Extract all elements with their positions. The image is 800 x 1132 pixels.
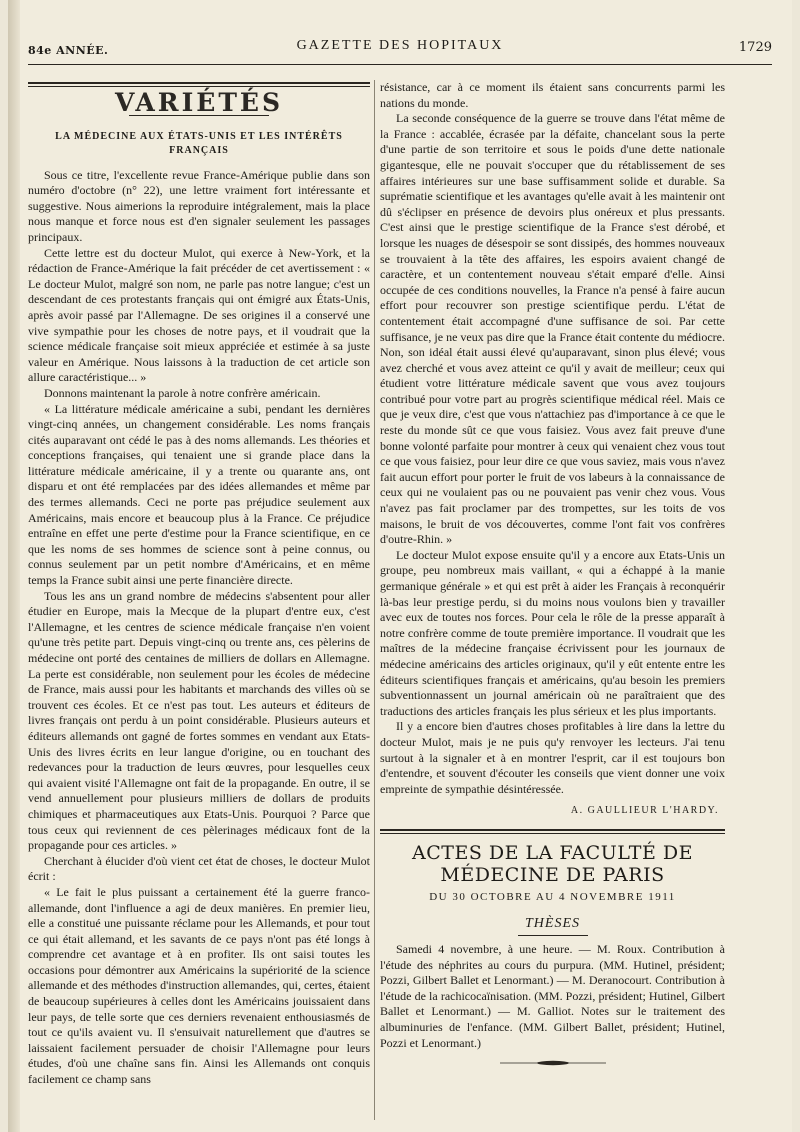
end-ornament <box>380 1057 725 1073</box>
theses-heading: THÈSES <box>525 915 580 931</box>
actes-top-rule <box>380 829 725 834</box>
paragraph: résistance, car à ce moment ils étaient sans concurrents parmi les nations du monde. <box>380 80 725 110</box>
paragraph: « La littérature médicale américaine a subi, pendant les dernières vingt-cinq années, un changement considérable. Les noms français cités auparavant ont cédé le pas à des noms allemands. Les théories et conceptions françaises, qui tenaient une si grande place dans la littérature médicale américaine, il y a trente ou quarante ans, ont disparu et ont été remplacées par des idées allemandes et même par des termes allemands. Ceci ne porte pas préjudice seulement aux Américains, mais encore et beaucoup plus à la France. Ce préjudice entraîne en effet une perte d'estime pour la France scientifique, en ce que les noms de ses hommes de science sont à peine connus, ou connus seulement par un petit nombre d'Américains, et en même temps la France subit ainsi une perte financière directe. <box>28 401 370 588</box>
paragraph: Sous ce titre, l'excellente revue France-Amérique publie dans son numéro d'octobre (n° 22), une lettre vraiment fort intéressante et suggestive. Nous aimerions la reproduire intégralement, mais la place nous manque et force nous est d'en signaler seulement les passages principaux. <box>28 167 370 244</box>
paragraph: Il y a encore bien d'autres choses profitables à lire dans la lettre du docteur Mulot, mais je ne puis qu'y renvoyer les lecteurs. J'ai tenu surtout à la signaler et à en montrer l'esprit, car il est toujours bon d'entendre, et souvent d'écouter les conseils que vient donner une voix empreinte de sympathie désintéressée. <box>380 719 725 796</box>
paragraph: « Le fait le plus puissant a certainement été la guerre franco-allemande, dont l'influence a agi de deux manières. En premier lieu, elle a constitué une puissante réclame pour les Allemands, et pour tout ce qui était allemand, et les savants de ce pays n'ont pas été longs à comprendre cet avantage et à en profiter. Ils ont saisi toutes les occasions pour démontrer aux Américains la supériorité de la science allemande et des méthodes d'instruction allemandes, qui, certes, étaient de beaucoup supérieures à celles dont les Américains jouissaient dans leur pays, de telle sorte que ces derniers revenaient enthousiasmés de tout ce qu'ils avaient vu. Il s'ensuivait naturellement que d'autres se laissaient facilement persuader de choisir l'Allemagne pour leurs études, d'où une chaîne sans fin. Ainsi les Allemands ont conquis facilement ce champ sans <box>28 884 370 1087</box>
right-column <box>380 80 725 1073</box>
running-head <box>28 38 772 60</box>
article-title-line1: LA MÉDECINE AUX ÉTATS-UNIS ET LES INTÉRÊTS <box>55 130 343 142</box>
actes-title: ACTES DE LA FACULTÉ DE MÉDECINE DE PARIS <box>412 841 693 886</box>
journal-page <box>8 0 792 1132</box>
actes-date: DU 30 OCTOBRE AU 4 NOVEMBRE 1911 <box>429 890 676 903</box>
page-binding-shadow <box>8 0 20 1132</box>
paragraph: Donnons maintenant la parole à notre confrère américain. <box>44 385 321 400</box>
paragraph: La seconde conséquence de la guerre se trouve dans l'état même de la France : accablée, écrasée par la défaite, chancelant sous la perte d'une partie de son territoire et sous le poids d'une dette nationale gigantesque, elle ne pouvait s'occuper que du rétablissement de ses affaires intérieures sur une base suffisamment solide et durable. Sa suprématie scientifique et les avantages qu'elle avait à les maintenir ont dû s'éclipser en présence de devoirs plus onéreux et plus pressants. C'est ainsi que le prestige scientifique de la France s'est dérobé, et lorsque les nuages de désespoir se sont dissipés, des hommes nouveaux se trouvaient à la tête des affaires, les espoirs avaient changé de caractère, et un contentement nouveau s'était emparé d'elle. Ainsi occupée de ces conditions nouvelles, la France n'a pensé à faire aucun effort pour recouvrer son prestige scientifique perdu. L'état de contentement était accompagné d'une suffisance de soi. Par cette suffisance, je ne veux pas dire que la France était contente du médiocre. Non, son idéal était aussi élevé qu'auparavant, sinon plus élevé; vous avez cherché et vous avez atteint ce qu'il y avait de meilleur; ceux qui étudient votre littérature médicale savent que vous avez toujours contribué pour votre part au progrès scientifique médical réel. Mais ce que je veux dire, c'est que vous n'attachiez pas d'importance à ce que le reste du monde sût ce que vous faisiez. Vous avez fait preuve d'une bonne volonté parfaite pour montrer à ceux qui venaient chez vous tout ce que vous faisiez, pour leur dire ce que vous saviez, mais vous n'avez fait aucun effort pour porter le fruit de vos labeurs à la connaissance de ceux qui ne voulaient pas ou ne pouvaient pas venir chez vous. Vous n'avez pas fait proclamer par des trompettes, sur les toits de vos maisons, le bruit de vos découvertes, comme l'ont fait vos confrères d'outre-Rhin. » <box>380 111 725 547</box>
paragraph: Cette lettre est du docteur Mulot, qui exerce à New-York, et la rédaction de France-Amérique la fait précéder de cet avertissement : « Le docteur Mulot, malgré son nom, ne parle pas notre langue; c'est un descendant de ces protestants français qui ont émigré aux États-Unis, après avoir passé par l'Allemagne. De ses origines il a conservé une vive sympathie pour les choses de notre pays, et il voudrait que la science médicale française soit mieux appréciée et estimée à sa juste valeur en Amérique. Nous laissons à la traduction de cet article son allure caractéristique... » <box>28 245 370 385</box>
paragraph: Cherchant à élucider d'où vient cet état de choses, le docteur Mulot écrit : <box>28 853 370 884</box>
article-title-line2: FRANÇAIS <box>169 144 229 156</box>
year-label: 84e ANNÉE. <box>28 44 109 57</box>
author-signature: A. GAULLIEUR L'HARDY. <box>570 805 719 817</box>
page-number: 1729 <box>738 40 772 55</box>
section-top-rule <box>28 82 370 87</box>
paragraph: Tous les ans un grand nombre de médecins s'absentent pour aller étudier en Europe, mais la Mecque de la plupart d'entre eux, c'est l'Allemagne, et les centres de science médicale française n'en voient qu'une très petite part. Depuis vingt-cinq ou trente ans, ces pèlerins de médecine ont porté des centaines de milliers de dollars en Allemagne. La perte est considérable, non seulement pour les écoles de médecine de France, mais aussi pour les habitants et marchands des villes où se trouvent ces écoles. Et ce n'est pas tout. Les auteurs et éditeurs de livres français ont perdu à un point considérable. Plusieurs auteurs et éditeurs allemands ont gagné de fortes sommes en vendant aux Etats-Unis des livres écrits en leur langue d'origine, ou en touchant des redevances pour la traduction de leurs œuvres, pour lesquelles ceux qui avaient visité l'Allemagne ont fait de la propagande. En outre, il se vend annuellement pour plusieurs milliers de dollars de produits chimiques et pharmaceutiques aux Etats-Unis. Pourquoi ? Parce que tous ceux qui reviennent de ces pèlerinages médicaux font de la propagande pour ces articles. » <box>28 588 370 853</box>
journal-title: GAZETTE DES HOPITAUX <box>296 38 504 53</box>
actes-section <box>380 829 725 1073</box>
ornament-rule <box>498 1059 608 1067</box>
column-divider <box>374 80 375 1120</box>
paragraph: Le docteur Mulot expose ensuite qu'il y a encore aux Etats-Unis un groupe, peu nombreux mais vaillant, « qui a échappé à la manie germanique générale » et qui est prêt à aider les Français à reconquérir là-bas leur prestige perdu, si du moins nous voulons bien y travailler avec eux de toutes nos forces. Pour cela le rôle de la presse apparaît à notre confrère comme de toute première importance. Il voudrait que les maîtres de la médecine française écrivissent pour les journaux de médecine américains des articles originaux, qu'il y eût entente entre les éditeurs scientifiques français et américains, qu'au besoin les premiers subventionnassent un journal américain où ne paraîtraient que des traductions des articles français les plus sérieux et les plus importants. <box>380 547 725 718</box>
section-title: VARIÉTÉS <box>114 88 284 117</box>
left-column <box>28 80 370 1088</box>
article-title <box>28 130 370 158</box>
theses-rule <box>518 935 588 936</box>
theses-entry: Samedi 4 novembre, à une heure. — M. Roux. Contribution à l'étude des néphrites au cours du purpura. (MM. Hutinel, président; Pozzi, Gilbert Ballet et Lenormant.) — M. Deranocourt. Contribution à l'étude de la rachicocaïnisation. (MM. Pozzi, président; Hutinel, Gilbert Ballet et Lenormant.) — M. Galliot. Notes sur le traitement des albuminuries de l'enfance. (MM. Gilbert Ballet, président; Hutinel, Pozzi et Lenormant.) <box>380 942 725 1050</box>
header-rule <box>28 64 772 65</box>
